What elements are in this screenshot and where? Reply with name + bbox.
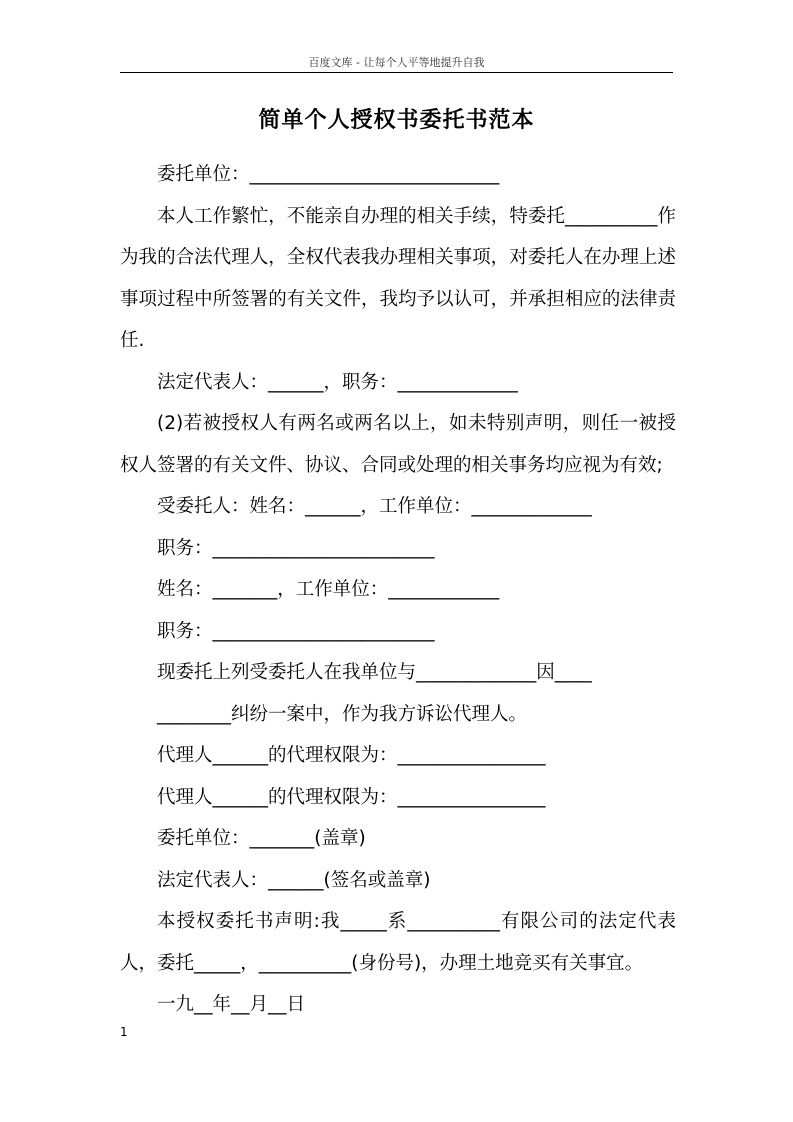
header-divider: [120, 72, 673, 73]
document-title: 简单个人授权书委托书范本: [258, 108, 535, 133]
paragraph-agent-1-name: 受委托人：姓名：______，工作单位：_____________: [157, 496, 592, 517]
paragraph-agent-2-position: 职务：________________________: [157, 620, 435, 642]
paragraph-client-seal: 委托单位：_______(盖章): [157, 828, 366, 849]
paragraph-authorization-statement: 本人工作繁忙，不能亲自办理的相关手续，特委托__________作为我的合法代理人，全权代表我办理相关事项，对委托人在办理上述事项过程中所签署的有关文件，我均予以认可，并承担相应的法律责任.: [120, 205, 676, 351]
paragraph-client-unit: 委托单位：___________________________: [157, 164, 500, 185]
paragraph-agent-1-position: 职务：________________________: [157, 537, 435, 559]
page-number: 1: [120, 1025, 128, 1039]
paragraph-dispute-case: ________纠纷一案中，作为我方诉讼代理人。: [157, 703, 528, 725]
paragraph-agent-2-authority: 代理人______的代理权限为：________________: [157, 786, 546, 808]
paragraph-agent-1-authority: 代理人______的代理权限为：________________: [157, 745, 546, 766]
paragraph-representative-signature: 法定代表人：______(签名或盖章): [157, 869, 431, 891]
document-body: [120, 154, 676, 1026]
paragraph-agent-2-name: 姓名：_______，工作单位：____________: [157, 579, 500, 600]
paragraph-multiple-agents-clause: (2)若被授权人有两名或两名以上，如未特别声明，则任一被授权人签署的有关文件、协议、合同或处理的相关事务均应视为有效;: [120, 413, 676, 476]
paragraph-date: 一九__年__月__日: [157, 994, 306, 1015]
paragraph-entrustment-case: 现委托上列受委托人在我单位与_____________因____: [157, 662, 592, 683]
paragraph-declaration: 本授权委托书声明:我_____系__________有限公司的法定代表人，委托_____，__________(身份号)，办理土地竞买有关事宜。: [120, 911, 676, 974]
paragraph-legal-representative: 法定代表人：______，职务：_____________: [157, 371, 518, 393]
page-header: 百度文库 - 让每个人平等地提升自我: [308, 56, 485, 69]
